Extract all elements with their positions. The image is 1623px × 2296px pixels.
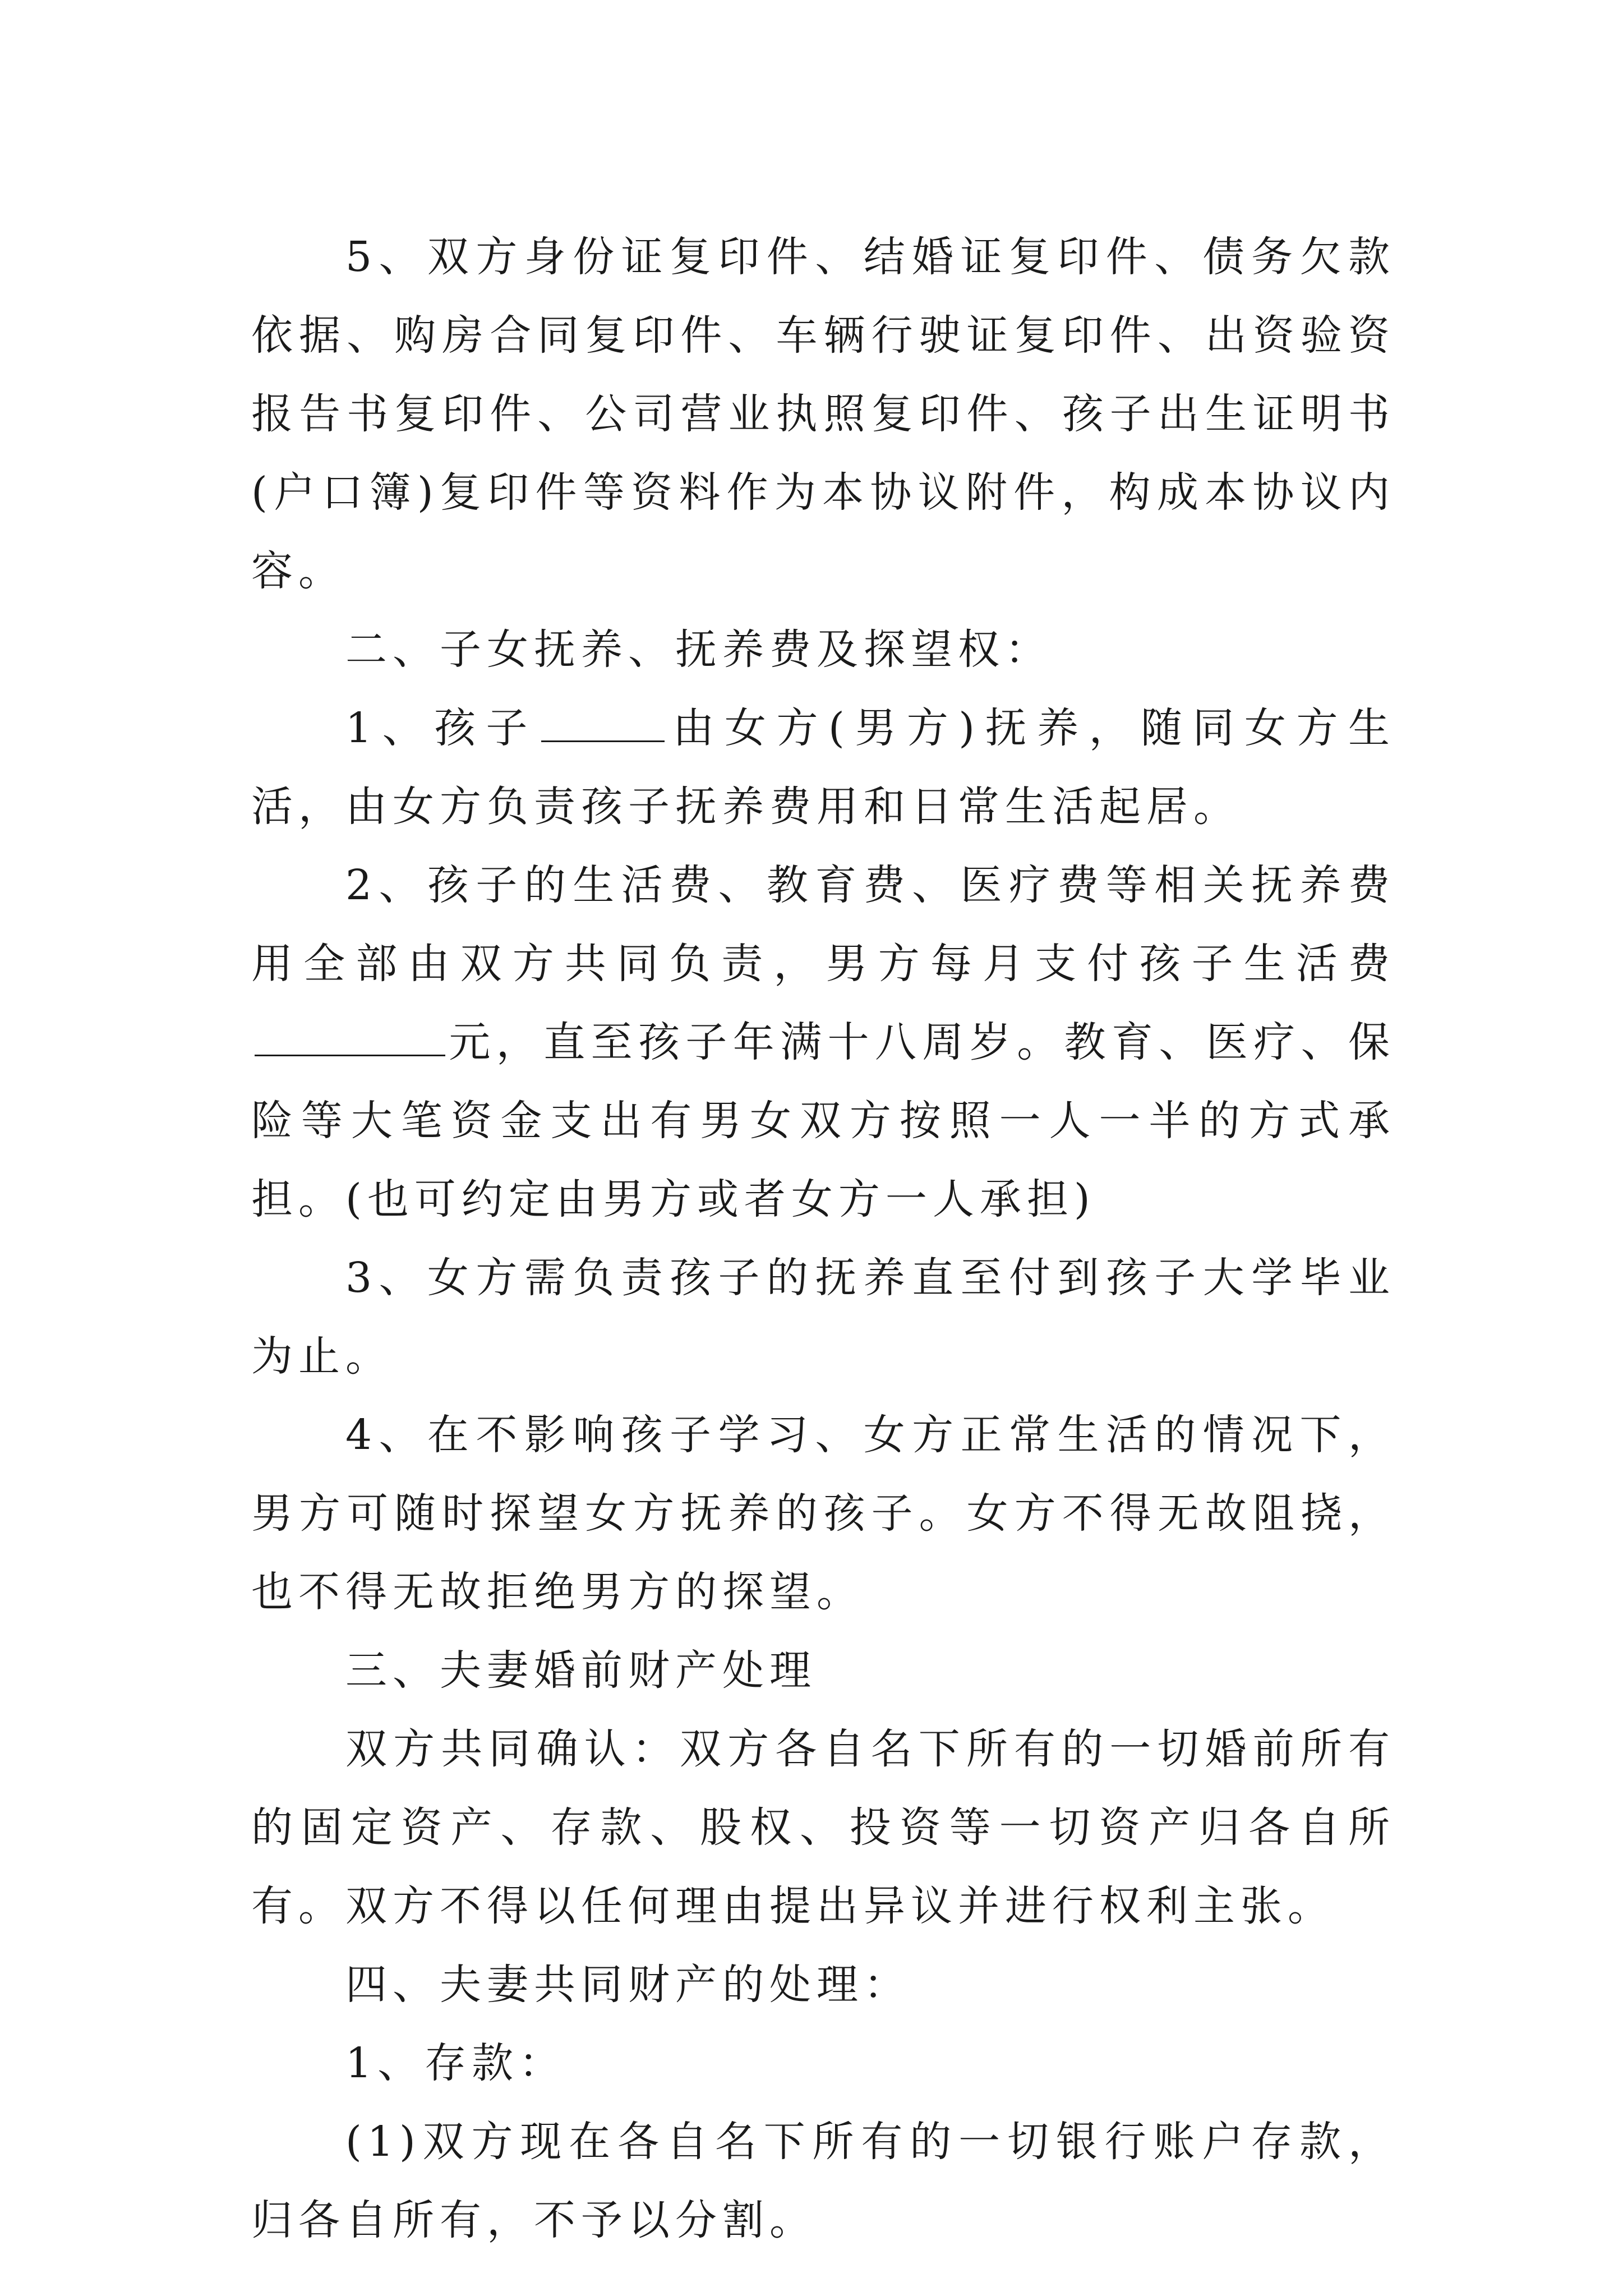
paragraph-attachments: 5、双方身份证复印件、结婚证复印件、债务欠款依据、购房合同复印件、车辆行驶证复印件、出资验资报告书复印件、公司营业执照复印件、孩子出生证明书(户口簿)复印件等资料作为本协议附件，构成本协议内容。: [251, 233, 1395, 595]
section-heading-premarital-property: 三、夫妻婚前财产处理: [345, 1646, 817, 1695]
paragraph-premarital-property: 双方共同确认：双方各自名下所有的一切婚前所有的固定资产、存款、股权、投资等一切资产归各自所有。双方不得以任何理由提出异议并进行权利主张。: [251, 1725, 1395, 1930]
paragraph-visitation: 4、在不影响孩子学习、女方正常生活的情况下，男方可随时探望女方抚养的孩子。女方不得无故阻挠，也不得无故拒绝男方的探望。: [251, 1411, 1395, 1616]
child-name-blank: [541, 701, 665, 742]
document-body: [251, 218, 1395, 2260]
paragraph-bank-deposits: (1)双方现在各自名下所有的一切银行账户存款，归各自所有，不予以分割。: [251, 2118, 1395, 2244]
amount-blank: [255, 1015, 445, 1056]
paragraph-deposits-heading: 1、存款：: [345, 2039, 566, 2087]
section-heading-child-custody: 二、子女抚养、抚养费及探望权：: [345, 625, 1052, 674]
custody-text-start: 1、孩子: [345, 704, 538, 752]
paragraph-support-fees: [251, 846, 1395, 1239]
section-heading-joint-property: 四、夫妻共同财产的处理：: [345, 1961, 911, 2009]
support-text-end: 元，直至孩子年满十八周岁。教育、医疗、保险等大笔资金支出有男女双方按照一人一半的方式承担。(也可约定由男方或者女方一人承担): [251, 1018, 1395, 1223]
paragraph-custody: [251, 689, 1395, 846]
custody-text-end: 由女方(男方)抚养，随同女方生活，由女方负责孩子抚养费用和日常生活起居。: [251, 704, 1395, 831]
support-text-start: 2、孩子的生活费、教育费、医疗费等相关抚养费用全部由双方共同负责，男方每月支付孩子生活费: [251, 861, 1395, 988]
paragraph-raising-duration: 3、女方需负责孩子的抚养直至付到孩子大学毕业为止。: [251, 1254, 1395, 1381]
